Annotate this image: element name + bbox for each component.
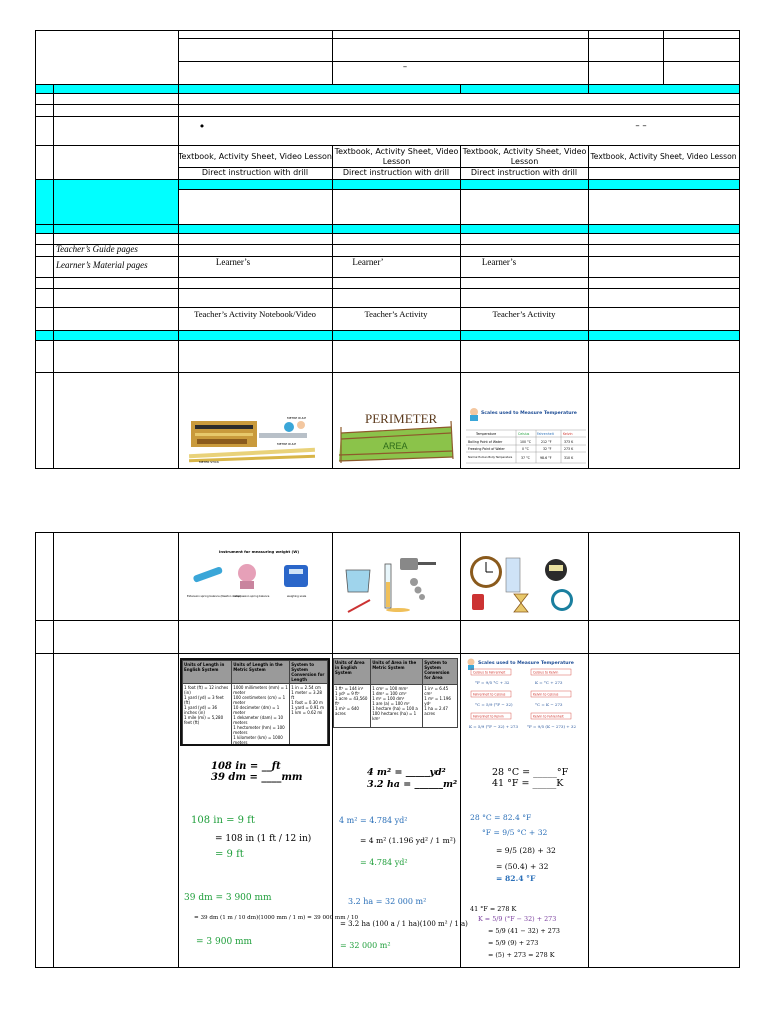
length-problem-2: 39 dm = ____mm (211, 772, 303, 783)
length-english-col: 1 foot (ft) = 12 inches (in) 1 yard (yd) = 3 feet (ft) 1 yard (yd) = 36 inches (in) 1 mile (mi) = 5,280 feet (ft) (183, 684, 232, 747)
area-problem-1: 4 m² = _____yd² (367, 767, 446, 778)
teachers-guide-label: Teacher’s Guide pages (56, 244, 138, 254)
temp-solution-1-line-1: 28 °C = 82.4 °F (470, 813, 532, 822)
formula-k-to-f: °F = 9/5 (K − 273) + 32 (527, 724, 577, 729)
temperature-scales-illustration (466, 405, 586, 465)
temp-row3-label: Normal Human Body Temperature (468, 456, 513, 459)
weight-instruments-title: Instrument for measuring weight (W) (219, 549, 300, 554)
temp-row2-c: 0 °C (522, 447, 529, 451)
teacher-activity-col2: Teacher’s Activity (364, 309, 428, 319)
area-conversion-col: 1 in² = 6.45 cm² 1 m² = 1.196 yd² 1 ha = 2.47 acres (423, 685, 458, 728)
formula-c-to-f: °F = 9/5 °C + 32 (475, 680, 510, 685)
area-header-metric: Units of Area in the Metric System (371, 659, 423, 685)
method-col1: Direct instruction with drill (201, 168, 309, 177)
teacher-activity-col1: Teacher’s Activity Notebook/Video (194, 309, 316, 319)
area-solution-2-line-3: = 32 000 m² (340, 941, 391, 950)
area-solution-2-line-1: 3.2 ha = 32 000 m² (348, 897, 427, 906)
band-3 (35, 224, 739, 233)
temp-header-celsius: Celsius (518, 432, 530, 436)
area-problem-2: 3.2 ha = ______m² (367, 779, 458, 790)
formula-k-to-c: °C = K − 273 (535, 702, 563, 707)
method-col3: Direct instruction with drill (470, 168, 578, 177)
area-conversion-table (333, 658, 458, 728)
formula-c-to-k: K = °C + 273 (535, 680, 563, 685)
formula-label-k-to-c: Kelvin to Celsius (533, 692, 559, 697)
temp-row3-c: 37 °C (521, 456, 530, 460)
weight-caption-1: Extension spring balance (Newton meter) (187, 595, 242, 598)
perimeter-area-illustration (335, 405, 457, 465)
teacher-activity-col3: Teacher’s Activity (492, 309, 556, 319)
formula-label-f-to-c: Fahrenheit to Celsius (473, 692, 506, 697)
learners-col3: Learner’s (481, 257, 517, 267)
weight-caption-2: compression spring balance (233, 595, 270, 598)
length-solution-2-line-2: = 39 dm (1 m / 10 dm)(1000 mm / 1 m) = 39 000 mm / 10 (194, 915, 359, 921)
length-solution-1-line-3: = 9 ft (215, 849, 244, 860)
area-solution-1-line-2: = 4 m² (1.196 yd² / 1 m²) (360, 836, 456, 845)
length-solution-2-line-1: 39 dm = 3 900 mm (184, 893, 272, 903)
temp-problem-2: 41 °F = _____K (492, 778, 564, 789)
temp-solution-1-line-3: = 9/5 (28) + 32 (496, 846, 556, 855)
learners-col1: Learner’s (215, 257, 251, 267)
learners-col2: Learner’ (352, 257, 384, 267)
area-solution-1-line-3: = 4.784 yd² (360, 858, 408, 867)
band-4 (35, 330, 739, 340)
area-metric-col: 1 cm² = 100 mm² 1 dm² = 100 cm² 1 m² = 100 dm² 1 are (a) = 100 m² 1 hectare (ha) = 100 a 100 hectares (ha) = 1 km² (371, 685, 423, 728)
learners-material-label: Learner’s Material pages (56, 260, 148, 270)
temp-row2-label: Freezing Point of Water (468, 447, 505, 451)
temp-header-temperature: Temperature (476, 432, 497, 436)
length-problem-1: 108 in = __ft (211, 761, 281, 772)
temp-row2-f: 32 °F (543, 447, 552, 451)
header-dash: – (402, 62, 408, 72)
formula-f-to-k: K = 5/9 (°F − 32) + 273 (469, 724, 519, 729)
band-2 (178, 179, 739, 189)
temp-solution-1-line-5: = 82.4 °F (496, 874, 536, 883)
formula-label-c-to-f: Celsius to Fahrenheit (473, 670, 506, 675)
area-english-col: 1 ft² = 144 in² 1 yd² = 9 ft² 1 acre = 43,560 ft² 1 mi² = 640 acres (334, 685, 371, 728)
temp-problem-1: 28 °C = _____°F (492, 767, 569, 778)
formula-f-to-c: °C = 5/9 (°F − 32) (475, 702, 513, 707)
objective-dashes: – – (635, 121, 647, 131)
perimeter-title: PERIMETER (365, 411, 438, 426)
temp-formulas-title: Scales used to Measure Temperature (478, 661, 574, 666)
temp-row2-k: 273 K (564, 447, 574, 451)
length-header-metric: Units of Length in the Metric System (232, 661, 290, 684)
formula-label-c-to-k: Celsius to Kelvin (533, 670, 559, 675)
temp-solution-1-line-4: = (50.4) + 32 (496, 862, 549, 871)
temp-header-fahrenheit: Fahrenheit (537, 432, 554, 436)
rulers-illustration (189, 413, 316, 465)
temp-scales-title: Scales used to Measure Temperature (481, 411, 577, 416)
temp-solution-2-line-5: = (5) + 273 = 278 K (488, 951, 555, 959)
objective-bullet: • (198, 120, 206, 133)
band-2-left (35, 179, 178, 224)
weight-instruments-illustration (185, 545, 327, 607)
length-header-english: Units of Length in English System (183, 661, 232, 684)
length-conversion-col: 1 in = 2.54 cm 1 meter = 3.28 ft 1 foot = 0.30 m 1 yard = 0.91 m 1 km = 0.62 mi (290, 684, 328, 747)
temperature-formulas-panel (465, 657, 585, 737)
temp-solution-2-line-2: K = 5/9 (°F − 32) + 273 (478, 915, 557, 923)
area-label: AREA (383, 441, 408, 451)
length-metric-col: 1000 millimeters (mm) = 1 meter 100 centimeters (cm) = 1 meter 10 decimeter (dm) = 1 meter 1 dekameter (dam) = 10 meters 1 hectometer (hm) = 100 meters 1 kilometer (km) = 1000 meters (233, 685, 288, 745)
temp-row1-c: 100 °C (520, 440, 531, 444)
temp-row3-f: 98.6 °F (540, 456, 552, 460)
length-header-conversion: System to System Conversion for Length (290, 661, 328, 684)
time-instruments-illustration (466, 550, 584, 616)
temp-solution-2-line-1: 41 °F = 278 K (470, 905, 517, 913)
resources-col4: Textbook, Activity Sheet, Video Lesson (590, 152, 737, 161)
method-col2: Direct instruction with drill (342, 168, 450, 177)
band-1 (35, 84, 739, 93)
volume-instruments-illustration (340, 552, 452, 616)
area-solution-2-line-2: = 3.2 ha (100 a / 1 ha)(100 m² / 1 a) (340, 920, 468, 928)
resources-col2: Textbook, Activity Sheet, Video Lesson (334, 147, 459, 166)
ruler-label-1: METRE RULE (287, 416, 307, 420)
area-solution-1-line-1: 4 m² = 4.784 yd² (339, 816, 408, 825)
weight-caption-3: weighing scale (287, 595, 307, 598)
temp-header-kelvin: Kelvin (563, 432, 573, 436)
resources-col1: Textbook, Activity Sheet, Video Lesson (178, 152, 332, 161)
area-header-conversion: System to System Conversion for Area (423, 659, 458, 685)
length-solution-2-line-3: = 3 900 mm (196, 937, 253, 947)
temp-solution-1-line-2: °F = 9/5 °C + 32 (482, 828, 548, 837)
area-header-english: Units of Area in English System (334, 659, 371, 685)
temp-row1-f: 212 °F (541, 440, 552, 444)
temp-solution-2-line-4: = 5/9 (9) + 273 (488, 939, 539, 947)
temp-row1-label: Boiling Point of Water (468, 440, 503, 444)
length-solution-1-line-2: = 108 in (1 ft / 12 in) (215, 834, 312, 844)
formula-label-k-to-f: Kelvin to Fahrenheit (533, 714, 564, 719)
temp-solution-2-line-3: = 5/9 (41 − 32) + 273 (488, 927, 560, 935)
formula-label-f-to-k: Fahrenheit to Kelvin (473, 714, 504, 719)
ruler-label-2: METER STICK (199, 460, 219, 464)
temp-row3-k: 310 K (564, 456, 574, 460)
ruler-label-3: METRE RULE (277, 442, 297, 446)
length-solution-1-line-1: 108 in = 9 ft (191, 815, 255, 826)
length-conversion-table (180, 658, 330, 746)
temp-row1-k: 373 K (564, 440, 574, 444)
resources-col3: Textbook, Activity Sheet, Video Lesson (462, 147, 587, 166)
